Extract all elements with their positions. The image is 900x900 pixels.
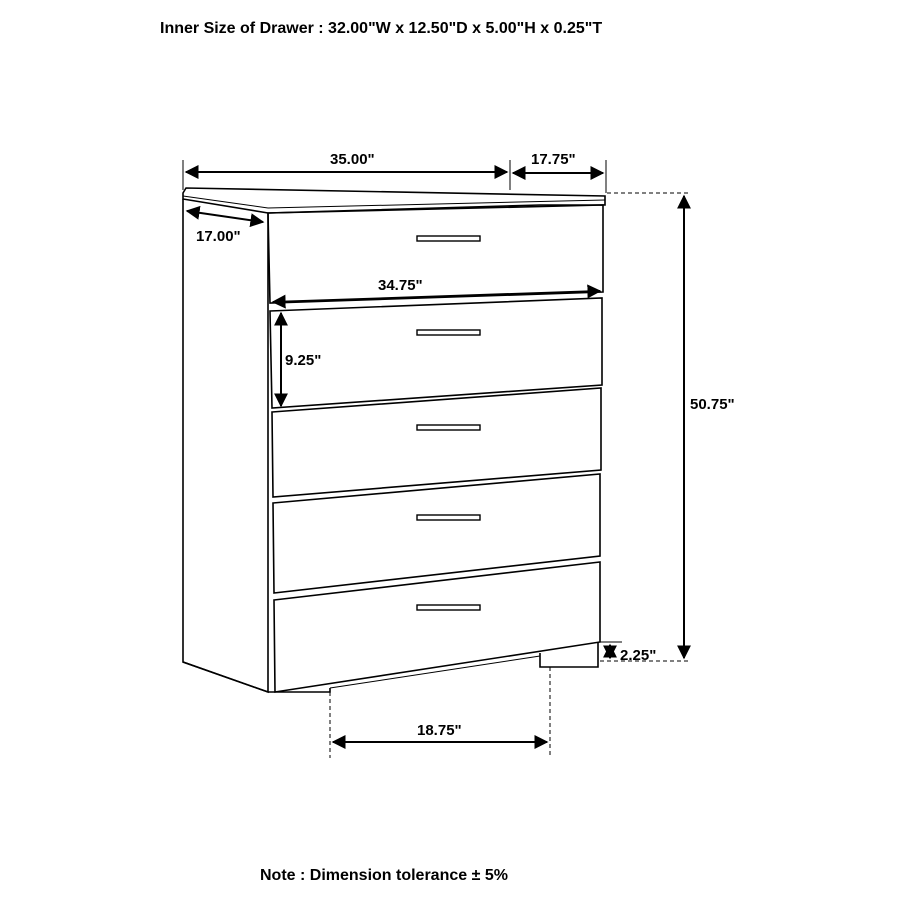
- leg-span-label: 18.75": [417, 722, 462, 739]
- drawer-2-handle: [417, 330, 480, 335]
- chest-outline: [183, 188, 605, 692]
- side-depth-label: 17.00": [196, 228, 241, 245]
- drawer-5: [274, 562, 600, 692]
- drawer-1: [268, 205, 603, 303]
- drawer-5-handle: [417, 605, 480, 610]
- leg-height-label: 2.25": [620, 647, 657, 664]
- inner-drawer-size-title: Inner Size of Drawer : 32.00"W x 12.50"D x 5.00"H x 0.25"T: [160, 20, 603, 37]
- drawer-3-handle: [417, 425, 480, 430]
- total-height-dimension: [600, 193, 735, 661]
- drawer-1-handle: [417, 236, 480, 241]
- top-width-label: 35.00": [330, 151, 375, 168]
- leg-span-dimension: [330, 667, 550, 758]
- drawer-height-label: 9.25": [285, 352, 322, 369]
- side-depth-dimension: [187, 211, 263, 245]
- drawer-width-label: 34.75": [378, 277, 423, 294]
- top-width-dimension: [183, 151, 510, 190]
- total-height-label: 50.75": [690, 396, 735, 413]
- dimension-tolerance-note: Note : Dimension tolerance ± 5%: [260, 867, 508, 884]
- drawer-4: [273, 474, 600, 593]
- top-depth-label: 17.75": [531, 151, 576, 168]
- drawer-4-handle: [417, 515, 480, 520]
- top-depth-dimension: [513, 151, 606, 193]
- leg-height-dimension: [598, 642, 656, 664]
- drawer-height-dimension: [281, 313, 321, 406]
